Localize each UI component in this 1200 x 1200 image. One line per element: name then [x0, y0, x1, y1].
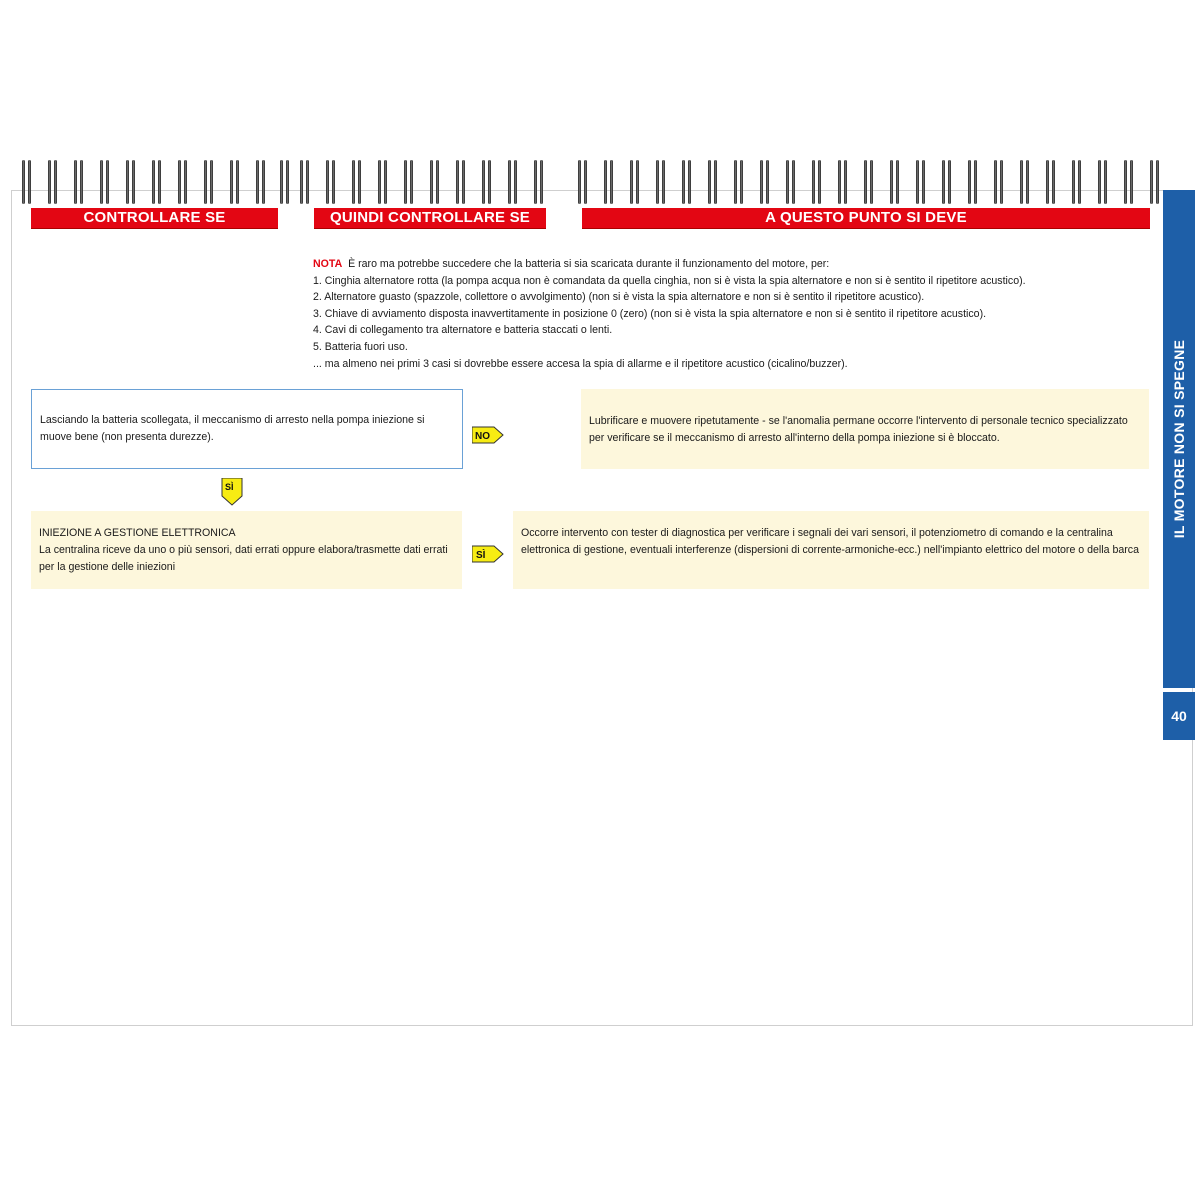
spiral-coil [864, 160, 874, 208]
note-block [313, 256, 1143, 372]
spiral-coil [1124, 160, 1134, 208]
spiral-coil [604, 160, 614, 208]
spiral-coil [812, 160, 822, 208]
check-box-battery [31, 389, 463, 469]
note-intro: È raro ma potrebbe succedere che la batteria si sia scaricata durante il funzionamento del motore, per: [348, 258, 830, 270]
note-item: 3. Chiave di avviamento disposta inavvertitamente in posizione 0 (zero) (non si è vista la spia alternatore e non si è sentito il ripetitore acustico). [313, 307, 987, 320]
spiral-coil [890, 160, 900, 208]
spiral-coil [48, 160, 58, 208]
spiral-coil [22, 160, 32, 208]
spiral-coil [1098, 160, 1108, 208]
action-text-diagnostic: Occorre intervento con tester di diagnostica per verificare i segnali dei vari sensori, il potenziometro di comando e la centralina elettronica di gestione, eventuali interferenze (dispersioni di corrente-armoniche-ecc.) nell'impianto elettrico del motore o della barca [521, 527, 1139, 556]
header-quindi-controllare-se: QUINDI CONTROLLARE SE [314, 208, 546, 228]
header-a-questo-punto: A QUESTO PUNTO SI DEVE [582, 208, 1150, 228]
spiral-coil [734, 160, 744, 208]
spiral-coil [456, 160, 466, 208]
check-text-electronic-injection: La centralina riceve da uno o più sensori, dati errati oppure elabora/trasmette dati errati per la gestione delle iniezioni [39, 544, 448, 573]
spiral-coil [256, 160, 266, 208]
spiral-coil [682, 160, 692, 208]
spiral-binding-middle [300, 160, 560, 210]
spiral-coil [378, 160, 388, 208]
spiral-coil [326, 160, 336, 208]
spiral-coil [280, 160, 290, 208]
spiral-coil [404, 160, 414, 208]
check-text-battery: Lasciando la batteria scollegata, il meccanismo di arresto nella pompa iniezione si muove bene (non presenta durezze). [40, 414, 425, 443]
spiral-coil [178, 160, 188, 208]
check-title-electronic-injection: INIEZIONE A GESTIONE ELETTRONICA [39, 527, 236, 539]
si-down-arrow-label: SÌ [225, 482, 234, 492]
note-item: 5. Batteria fuori uso. [313, 340, 408, 353]
spiral-coil [508, 160, 518, 208]
spiral-coil [578, 160, 588, 208]
header-controllare-se: CONTROLLARE SE [31, 208, 278, 228]
note-intro-row [313, 256, 1143, 273]
spiral-binding-left [22, 160, 290, 210]
note-item: 1. Cinghia alternatore rotta (la pompa acqua non è comandata da quella cinghia, non si è vista la spia alternatore e non si è sentito il ripetitore acustico). [313, 274, 1026, 287]
section-tab [1163, 190, 1195, 688]
spiral-coil [74, 160, 84, 208]
spiral-coil [352, 160, 362, 208]
spiral-coil [482, 160, 492, 208]
spiral-coil [152, 160, 162, 208]
spiral-coil [534, 160, 544, 208]
spiral-coil [942, 160, 952, 208]
spiral-coil [1046, 160, 1056, 208]
spiral-coil [1020, 160, 1030, 208]
spiral-coil [430, 160, 440, 208]
spiral-coil [1150, 160, 1160, 208]
si-right-arrow-icon [472, 545, 504, 563]
spiral-coil [994, 160, 1004, 208]
spiral-coil [760, 160, 770, 208]
spiral-coil [916, 160, 926, 208]
check-box-electronic-injection [31, 511, 462, 589]
action-box-lubricate [581, 389, 1149, 469]
note-item: 2. Alternatore guasto (spazzole, collettore o avvolgimento) (non si è vista la spia alternatore e non si è sentito il ripetitore acustico). [313, 291, 925, 304]
action-text-lubricate: Lubrificare e muovere ripetutamente - se l'anomalia permane occorre l'intervento di personale tecnico specializzato per verificare se il meccanismo di arresto all'interno della pompa iniezione si è bloccato. [589, 415, 1128, 444]
page-number: 40 [1163, 692, 1195, 740]
spiral-coil [204, 160, 214, 208]
note-item: 4. Cavi di collegamento tra alternatore e batteria staccati o lenti. [313, 324, 613, 337]
spiral-coil [838, 160, 848, 208]
spiral-coil [126, 160, 136, 208]
note-label: NOTA [313, 258, 343, 270]
spiral-coil [300, 160, 310, 208]
spiral-coil [708, 160, 718, 208]
spiral-coil [230, 160, 240, 208]
spiral-coil [968, 160, 978, 208]
no-arrow-icon [472, 426, 504, 444]
spiral-coil [100, 160, 110, 208]
spiral-binding-right [578, 160, 1178, 210]
no-arrow-label: NO [475, 431, 490, 442]
si-right-arrow-label: SÌ [476, 550, 486, 561]
section-tab-title: IL MOTORE NON SI SPEGNE [1171, 339, 1187, 539]
spiral-coil [656, 160, 666, 208]
note-footer: ... ma almeno nei primi 3 casi si dovrebbe essere accesa la spia di allarme e il ripetitore acustico (cicalino/buzzer). [313, 357, 848, 370]
si-down-arrow-icon [221, 478, 243, 506]
spiral-coil [1072, 160, 1082, 208]
action-box-diagnostic [513, 511, 1149, 589]
spiral-coil [786, 160, 796, 208]
spiral-coil [630, 160, 640, 208]
